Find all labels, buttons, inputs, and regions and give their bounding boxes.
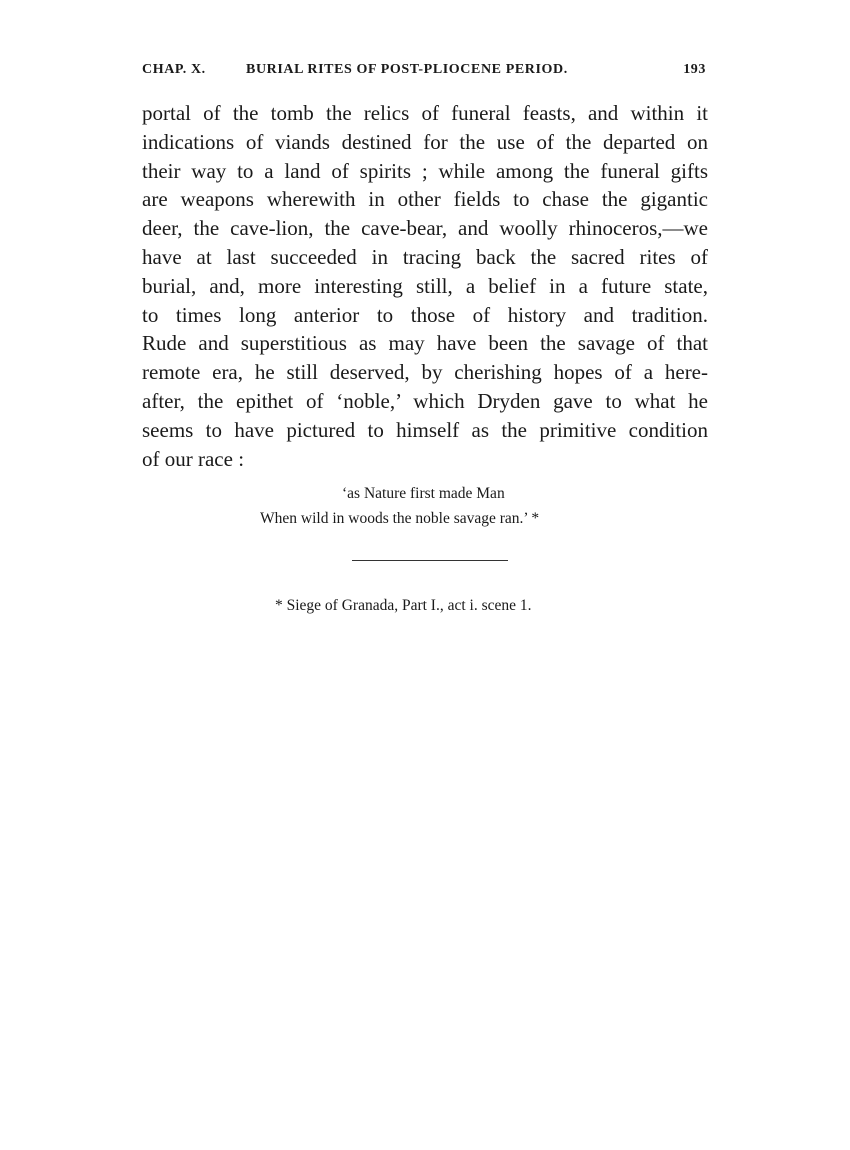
- text-line: indications of viands destined for the use of the departed on: [142, 129, 708, 154]
- running-title: BURIAL RITES OF POST-PLIOCENE PERIOD.: [246, 62, 568, 77]
- text-line: of our race :: [142, 446, 245, 471]
- text-line: portal of the tomb the relics of funeral feasts, and within it: [142, 101, 708, 125]
- text-line: burial, and, more interesting still, a belief in a future state,: [142, 273, 708, 298]
- text-line: to times long anterior to those of history and tradition.: [142, 302, 708, 327]
- text-line: Rude and superstitious as may have been the savage of that: [142, 331, 708, 356]
- text-line: their way to a land of spirits ; while among the funeral gifts: [142, 158, 708, 183]
- footnote: * Siege of Granada, Part I., act i. scene 1.: [275, 597, 532, 614]
- page-number: 193: [683, 62, 706, 77]
- text-line: seems to have pictured to himself as the primitive condition: [142, 417, 708, 442]
- body-paragraph: [142, 99, 708, 473]
- quotation-line-2: When wild in woods the noble savage ran.’ *: [260, 509, 540, 527]
- text-line: are weapons wherewith in other fields to chase the gigantic: [142, 187, 708, 212]
- text-line: after, the epithet of ‘noble,’ which Dryden gave to what he: [142, 388, 708, 413]
- text-line: remote era, he still deserved, by cherishing hopes of a here-: [142, 360, 708, 385]
- running-head: [142, 62, 708, 84]
- footnote-divider: [352, 560, 508, 561]
- quotation-line-1: ‘as Nature first made Man: [342, 485, 505, 502]
- text-line: have at last succeeded in tracing back the sacred rites of: [142, 244, 708, 269]
- text-line: deer, the cave-lion, the cave-bear, and woolly rhinoceros,—we: [142, 216, 708, 241]
- chapter-label: CHAP. X.: [142, 62, 206, 77]
- verse-quotation: [142, 482, 708, 531]
